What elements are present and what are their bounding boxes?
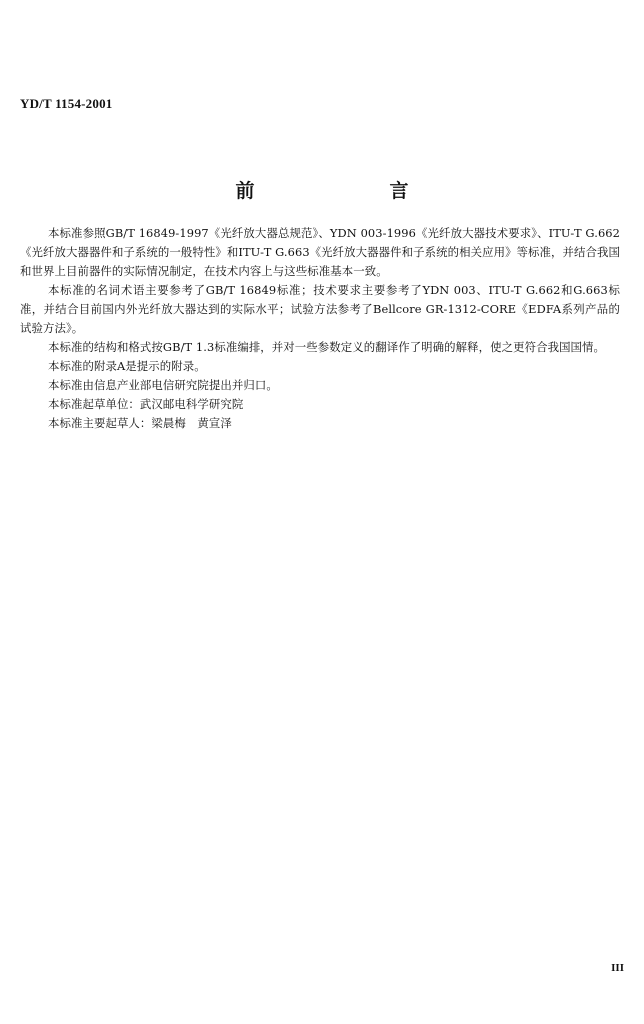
paragraph: 本标准主要起草人：梁晨梅 黄宣泽 (48, 416, 232, 430)
paragraph: 本标准的名词术语主要参考了GB/T 16849标准；技术要求主要参考了YDN 003、ITU-T G.662和G.663标准，并结合目前国内外光纤放大器达到的实际水平；试验方法参考了Bellcore GR-1312-CORE《EDFA系列产品的试验方法》。 (20, 283, 620, 335)
paragraph: 本标准由信息产业部电信研究院提出并归口。 (48, 378, 278, 392)
paragraph: 本标准参照GB/T 16849-1997《光纤放大器总规范》、YDN 003-1996《光纤放大器技术要求》、ITU-T G.662《光纤放大器器件和子系统的一般特性》和ITU-T G.663《光纤放大器器件和子系统的相关应用》等标准，并结合我国和世界上目前器件的实际情况制定，在技术内容上与这些标准基本一致。 (20, 226, 620, 278)
paragraph: 本标准的附录A是提示的附录。 (48, 359, 206, 373)
foreword-body (20, 224, 620, 433)
standard-code: YD/T 1154-2001 (20, 96, 113, 111)
paragraph: 本标准的结构和格式按GB/T 1.3标准编排，并对一些参数定义的翻译作了明确的解释，使之更符合我国国情。 (48, 340, 606, 354)
paragraph: 本标准起草单位：武汉邮电科学研究院 (48, 397, 244, 411)
page-number: III (611, 962, 624, 974)
page-title: 前 言 (235, 180, 467, 202)
